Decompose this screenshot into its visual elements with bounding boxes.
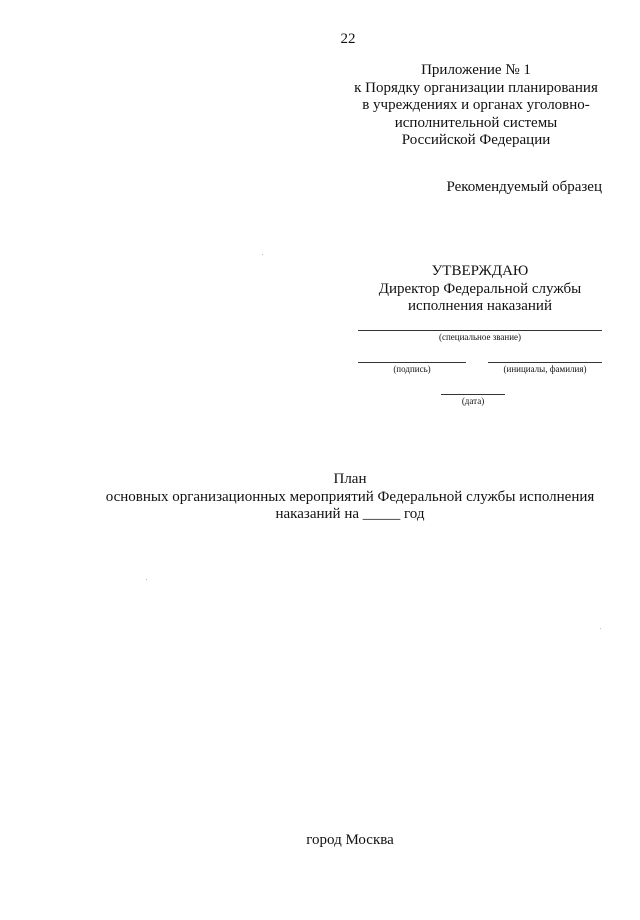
appendix-line-5: Российской Федерации xyxy=(401,132,551,148)
approval-position-line-1: Директор Федеральной службы xyxy=(378,280,582,297)
scan-speck xyxy=(262,254,263,255)
date-caption: (дата) xyxy=(461,396,485,406)
signature-caption: (подпись) xyxy=(393,364,431,374)
page-number: 22 xyxy=(340,31,356,47)
plan-title-line-1: основных организационных мероприятий Федеральной службы исполнения xyxy=(105,488,595,505)
approval-position-line-2: исполнения наказаний xyxy=(408,298,552,314)
scan-speck xyxy=(600,628,601,629)
plan-title: План xyxy=(333,471,367,487)
rank-line xyxy=(358,330,602,331)
initials-line xyxy=(488,362,602,363)
appendix-line-2: к Порядку организации планирования xyxy=(354,79,598,96)
appendix-line-4: исполнительной системы xyxy=(394,114,558,131)
rank-caption: (специальное звание) xyxy=(438,332,522,342)
appendix-line-3: в учреждениях и органах уголовно- xyxy=(362,97,590,113)
approval-title: УТВЕРЖДАЮ xyxy=(431,263,529,279)
appendix-line-1: Приложение № 1 xyxy=(421,62,531,78)
scan-speck xyxy=(146,579,147,580)
recommended-sample-label: Рекомендуемый образец xyxy=(446,179,602,195)
approval-block xyxy=(340,263,620,316)
plan-title-block xyxy=(60,471,640,524)
initials-caption: (инициалы, фамилия) xyxy=(503,364,587,374)
signature-line xyxy=(358,362,466,363)
appendix-header xyxy=(336,62,616,150)
plan-title-line-2: наказаний на _____ год xyxy=(275,506,425,522)
date-line xyxy=(441,394,505,395)
city-label: город Москва xyxy=(306,832,394,848)
